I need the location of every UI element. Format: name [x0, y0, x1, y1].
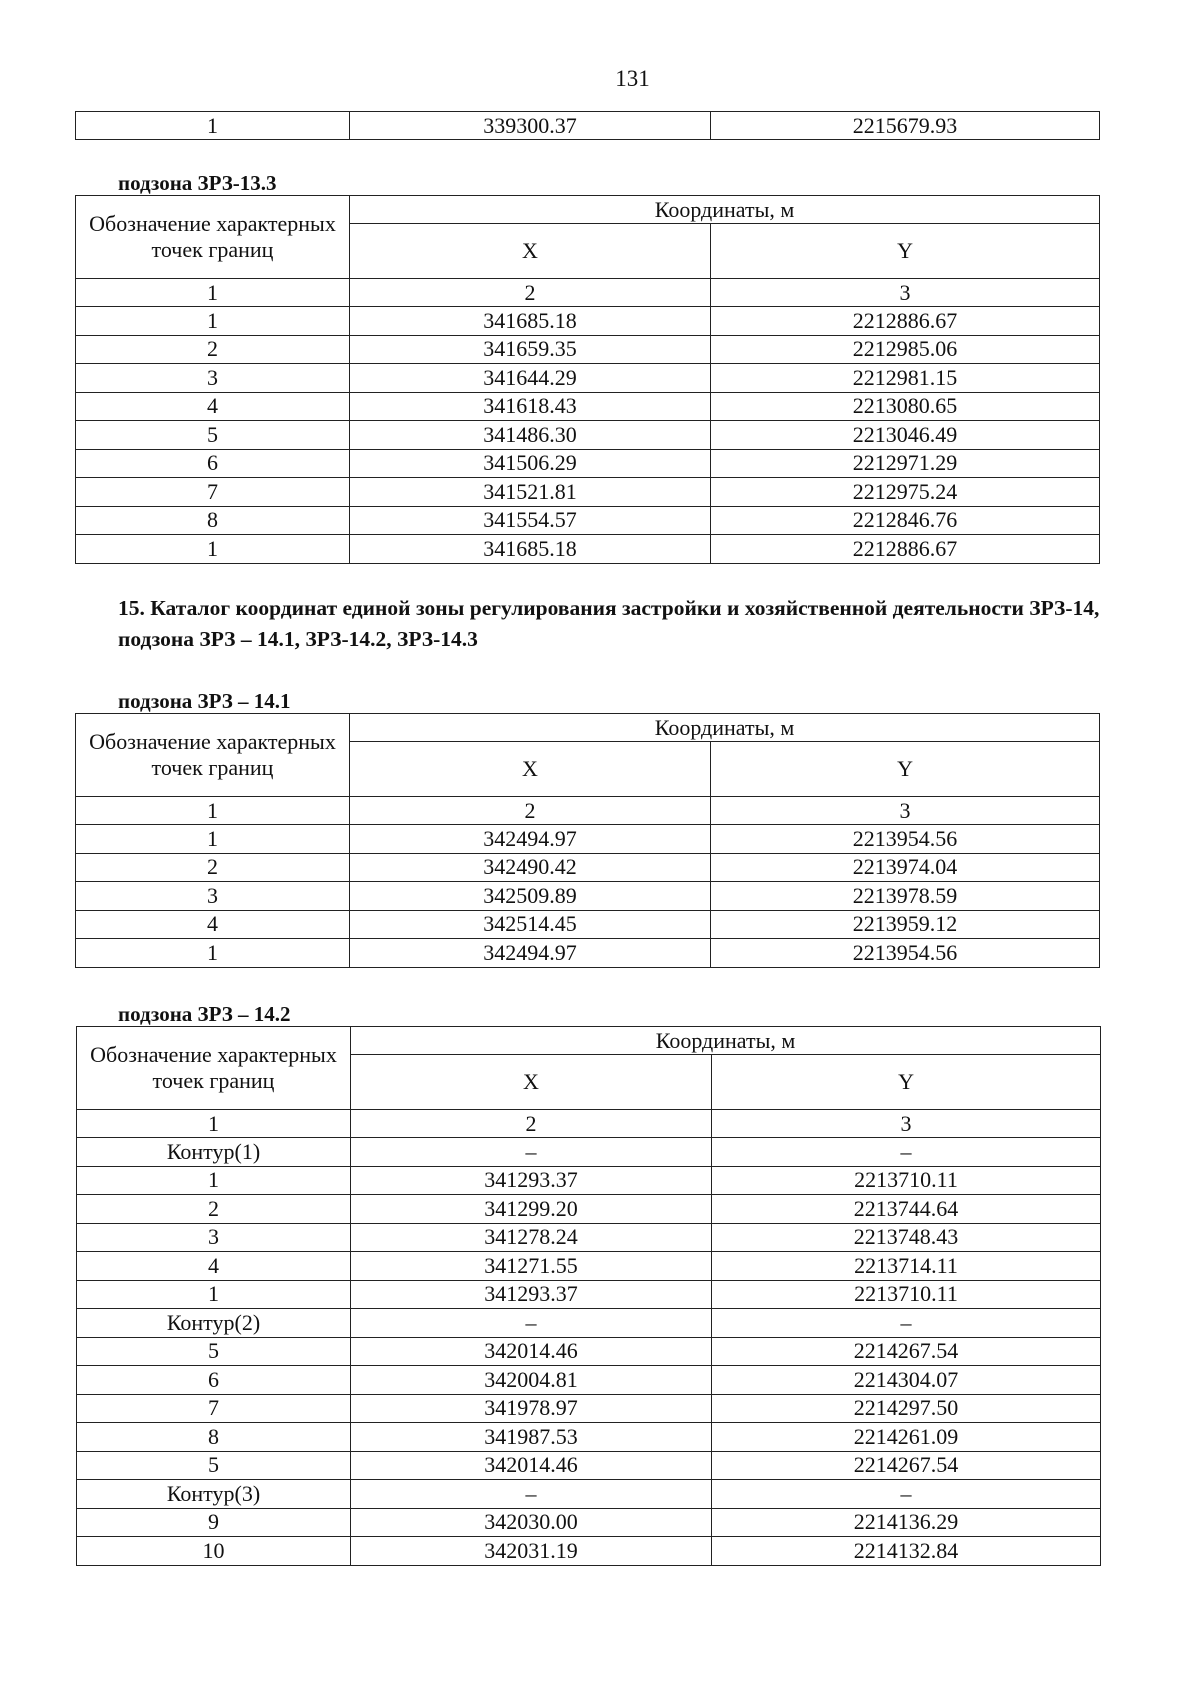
cell-x: 342509.89 [350, 882, 711, 911]
cell-x: 341293.37 [351, 1280, 712, 1309]
table-row [76, 478, 1100, 507]
header-designation: Обозначение характерных точек границ [76, 196, 350, 279]
table-row [77, 1537, 1101, 1566]
numbering-row [77, 1110, 1101, 1138]
header-x: X [350, 224, 711, 279]
cell-y: 2215679.93 [711, 112, 1100, 140]
continuation-row-table [75, 111, 1100, 140]
numbering-cell-point: 1 [76, 279, 350, 307]
cell-y: 2212985.06 [711, 335, 1100, 364]
cell-x: – [351, 1138, 712, 1167]
cell-y: – [712, 1480, 1101, 1509]
cell-point: 1 [76, 307, 350, 336]
cell-point: 4 [77, 1252, 351, 1281]
cell-point: 1 [77, 1166, 351, 1195]
cell-y: – [712, 1309, 1101, 1338]
cell-x: 341644.29 [350, 364, 711, 393]
cell-x: 341506.29 [350, 449, 711, 478]
cell-x: 339300.37 [350, 112, 711, 140]
header-coordinates: Координаты, м [351, 1027, 1101, 1055]
cell-point: 7 [76, 478, 350, 507]
table-row [77, 1394, 1101, 1423]
header-designation: Обозначение характерных точек границ [77, 1027, 351, 1110]
cell-y: 2213710.11 [712, 1280, 1101, 1309]
cell-point: 3 [76, 364, 350, 393]
table-row [77, 1280, 1101, 1309]
cell-y: 2214267.54 [712, 1451, 1101, 1480]
cell-point: 4 [76, 392, 350, 421]
cell-x: 341618.43 [350, 392, 711, 421]
table-row [77, 1508, 1101, 1537]
cell-point: 1 [76, 939, 350, 968]
table-caption-zrz-14-1: подзона ЗРЗ – 14.1 [118, 689, 291, 713]
cell-x: 342490.42 [350, 853, 711, 882]
header-x: X [351, 1055, 712, 1110]
cell-point: 1 [77, 1280, 351, 1309]
cell-point: 8 [77, 1423, 351, 1452]
cell-y: 2213978.59 [711, 882, 1100, 911]
cell-y: 2214297.50 [712, 1394, 1101, 1423]
table-row [76, 307, 1100, 336]
numbering-cell-y: 3 [711, 279, 1100, 307]
numbering-cell-point: 1 [76, 797, 350, 825]
cell-x: 341521.81 [350, 478, 711, 507]
cell-point: 1 [76, 535, 350, 564]
cell-x: 341978.97 [351, 1394, 712, 1423]
table-row [77, 1195, 1101, 1224]
cell-x: 341278.24 [351, 1223, 712, 1252]
table-row [76, 939, 1100, 968]
numbering-row [76, 797, 1100, 825]
cell-y: 2214304.07 [712, 1366, 1101, 1395]
cell-x: – [351, 1480, 712, 1509]
cell-x: 341659.35 [350, 335, 711, 364]
table-row [76, 882, 1100, 911]
cell-y: 2212975.24 [711, 478, 1100, 507]
table-caption-zrz-14-2: подзона ЗРЗ – 14.2 [118, 1002, 291, 1026]
cell-point: Контур(1) [77, 1138, 351, 1167]
cell-x: 342514.45 [350, 910, 711, 939]
cell-x: 342014.46 [351, 1337, 712, 1366]
cell-x: 341299.20 [351, 1195, 712, 1224]
table-row [76, 910, 1100, 939]
cell-point: 6 [76, 449, 350, 478]
cell-point: 1 [76, 112, 350, 140]
cell-y: 2212971.29 [711, 449, 1100, 478]
table-row [77, 1166, 1101, 1195]
cell-point: 4 [76, 910, 350, 939]
numbering-cell-x: 2 [350, 279, 711, 307]
cell-point: Контур(3) [77, 1480, 351, 1509]
cell-y: 2212981.15 [711, 364, 1100, 393]
numbering-cell-y: 3 [712, 1110, 1101, 1138]
cell-point: 5 [77, 1451, 351, 1480]
cell-y: 2213046.49 [711, 421, 1100, 450]
cell-y: 2213954.56 [711, 939, 1100, 968]
table-row [77, 1309, 1101, 1338]
header-row [76, 196, 1100, 224]
table-row [76, 853, 1100, 882]
cell-point: 3 [77, 1223, 351, 1252]
cell-point: 2 [76, 853, 350, 882]
cell-y: 2214261.09 [712, 1423, 1101, 1452]
table-row [77, 1138, 1101, 1167]
table-row [76, 335, 1100, 364]
numbering-cell-x: 2 [351, 1110, 712, 1138]
cell-y: 2212886.67 [711, 535, 1100, 564]
header-y: Y [711, 742, 1100, 797]
numbering-row [76, 279, 1100, 307]
header-row [76, 714, 1100, 742]
table-row [77, 1366, 1101, 1395]
cell-y: 2213080.65 [711, 392, 1100, 421]
table-row [76, 364, 1100, 393]
cell-y: 2213710.11 [712, 1166, 1101, 1195]
table-row [77, 1451, 1101, 1480]
table-row [76, 825, 1100, 854]
table-row [76, 112, 1100, 140]
cell-x: 341271.55 [351, 1252, 712, 1281]
cell-x: 342004.81 [351, 1366, 712, 1395]
cell-y: 2212846.76 [711, 506, 1100, 535]
cell-y: – [712, 1138, 1101, 1167]
header-row [77, 1027, 1101, 1055]
cell-point: 7 [77, 1394, 351, 1423]
coordinates-table-zrz-13-3 [75, 195, 1100, 564]
cell-y: 2214136.29 [712, 1508, 1101, 1537]
page-number: 131 [615, 66, 650, 91]
cell-point: 5 [77, 1337, 351, 1366]
cell-point: 3 [76, 882, 350, 911]
cell-x: 342031.19 [351, 1537, 712, 1566]
cell-point: 2 [76, 335, 350, 364]
header-coordinates: Координаты, м [350, 714, 1100, 742]
cell-x: 341685.18 [350, 535, 711, 564]
coordinates-table-zrz-14-1 [75, 713, 1100, 968]
cell-y: 2214132.84 [712, 1537, 1101, 1566]
table-row [76, 421, 1100, 450]
section-heading: 15. Каталог координат единой зоны регулирования застройки и хозяйственной деятельности ЗРЗ-14, подзона ЗРЗ – 14.1, ЗРЗ-14.2, ЗРЗ-14.3 [118, 596, 1100, 651]
cell-y: 2213744.64 [712, 1195, 1101, 1224]
cell-x: – [351, 1309, 712, 1338]
cell-x: 342494.97 [350, 825, 711, 854]
cell-point: Контур(2) [77, 1309, 351, 1338]
cell-y: 2213959.12 [711, 910, 1100, 939]
header-y: Y [711, 224, 1100, 279]
cell-x: 341987.53 [351, 1423, 712, 1452]
table-caption-zrz-13-3: подзона ЗРЗ-13.3 [118, 171, 277, 195]
cell-y: 2213954.56 [711, 825, 1100, 854]
cell-x: 342030.00 [351, 1508, 712, 1537]
table-row [77, 1480, 1101, 1509]
table-row [77, 1337, 1101, 1366]
cell-x: 342494.97 [350, 939, 711, 968]
cell-y: 2214267.54 [712, 1337, 1101, 1366]
cell-y: 2213748.43 [712, 1223, 1101, 1252]
table-row [77, 1423, 1101, 1452]
table-row [77, 1252, 1101, 1281]
header-coordinates: Координаты, м [350, 196, 1100, 224]
numbering-cell-y: 3 [711, 797, 1100, 825]
table-row [76, 449, 1100, 478]
table-row [76, 506, 1100, 535]
cell-point: 9 [77, 1508, 351, 1537]
cell-x: 341685.18 [350, 307, 711, 336]
cell-x: 341293.37 [351, 1166, 712, 1195]
cell-x: 342014.46 [351, 1451, 712, 1480]
cell-y: 2213974.04 [711, 853, 1100, 882]
cell-x: 341486.30 [350, 421, 711, 450]
header-designation: Обозначение характерных точек границ [76, 714, 350, 797]
coordinates-table-zrz-14-2 [76, 1026, 1101, 1566]
cell-point: 1 [76, 825, 350, 854]
table-row [76, 535, 1100, 564]
table-row [77, 1223, 1101, 1252]
numbering-cell-x: 2 [350, 797, 711, 825]
table-row [76, 392, 1100, 421]
cell-point: 10 [77, 1537, 351, 1566]
cell-point: 5 [76, 421, 350, 450]
cell-y: 2212886.67 [711, 307, 1100, 336]
header-y: Y [712, 1055, 1101, 1110]
cell-x: 341554.57 [350, 506, 711, 535]
cell-point: 2 [77, 1195, 351, 1224]
cell-point: 8 [76, 506, 350, 535]
cell-point: 6 [77, 1366, 351, 1395]
cell-y: 2213714.11 [712, 1252, 1101, 1281]
header-x: X [350, 742, 711, 797]
numbering-cell-point: 1 [77, 1110, 351, 1138]
